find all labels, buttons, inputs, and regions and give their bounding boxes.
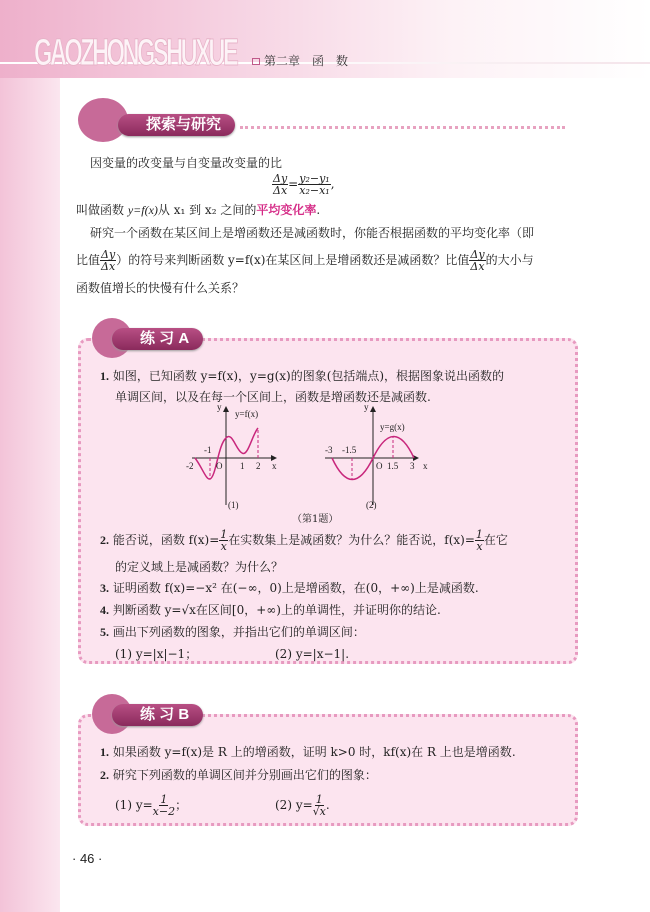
question-1	[100, 368, 504, 384]
frac-num: Δy	[273, 172, 288, 185]
frac-den: Δx	[101, 260, 116, 273]
t: 如果函数 y=f(x)是 R 上的增函数，证明 k>0 时，kf(x)在 R 上也是增函数.	[112, 745, 516, 759]
frac-num: y₂−y₁	[299, 172, 330, 185]
chapter-title	[252, 52, 348, 69]
t: .	[316, 203, 321, 217]
t: 从 x₁ 到 x₂ 之间的	[157, 203, 257, 217]
t: (2) y=	[275, 798, 313, 812]
y-label: y	[217, 402, 222, 412]
question-2	[100, 767, 377, 783]
caption: (1)	[228, 500, 239, 510]
frac-den: x	[220, 540, 227, 553]
punct: ,	[330, 177, 335, 191]
tick-label: -3	[325, 445, 333, 455]
tick-label: -2	[186, 461, 194, 471]
text-line: 函数值增长的快慢有什么关系？	[76, 281, 245, 295]
q-num: 3.	[100, 581, 109, 595]
tick-label: 3	[410, 461, 415, 471]
frac-den: x−2	[152, 805, 176, 818]
sub-question	[275, 794, 330, 817]
page-number: · 46 ·	[72, 851, 103, 866]
series-logo: GAOZHONGSHUXUE	[34, 32, 237, 74]
frac-den: Δx	[470, 260, 485, 273]
question-1	[100, 744, 516, 760]
figure-graphs	[180, 402, 480, 515]
definition-line	[76, 202, 320, 218]
q-num: 1.	[100, 369, 109, 383]
tick-label: 2	[256, 461, 261, 471]
frac-den: √x	[312, 805, 326, 818]
t: 证明函数 f(x)=−x² 在(−∞，0)上是增函数，在(0，+∞)上是减函数.	[112, 581, 479, 595]
t: 在它	[483, 533, 508, 547]
origin-label: O	[376, 461, 383, 471]
q-num: 4.	[100, 603, 109, 617]
t: 研究下列函数的单调区间并分别画出它们的图象：	[112, 768, 377, 782]
graph-f	[186, 402, 277, 510]
t: 比值	[76, 253, 101, 267]
t: .	[325, 798, 330, 812]
graph-g	[325, 402, 428, 510]
question-2	[100, 529, 508, 552]
practice-a-badge: 练 习 A	[112, 328, 203, 350]
question-3	[100, 580, 479, 596]
x-label: x	[272, 461, 277, 471]
rate-formula: $\frac{\Delta y}{\Delta x}$ = $\frac{\text{y₂−y₁}}{\text{x₂−x₁}}$ ,	[273, 172, 335, 197]
t: 能否说，函数 f(x)=	[112, 533, 220, 547]
t: 判断函数 y=√x在区间[0，+∞)上的单调性，并证明你的结论.	[112, 603, 441, 617]
square-icon	[252, 58, 260, 65]
t: 的大小与	[485, 253, 534, 267]
t: 画出下列函数的图象，并指出它们的单调区间：	[112, 625, 365, 639]
sub-question: (1) y=|x|−1；	[115, 647, 198, 661]
divider	[240, 126, 565, 129]
t: 如图，已知函数 y=f(x)，y=g(x)的图象(包括端点)，根据图象说出函数的	[112, 369, 505, 383]
origin-label: O	[216, 461, 223, 471]
figure-caption: （第1题）	[292, 514, 339, 525]
text-line: 单调区间，以及在每一个区间上，函数是增函数还是减函数.	[115, 390, 431, 404]
frac-num: 1	[220, 528, 228, 541]
frac-num: Δy	[470, 248, 485, 261]
t: ；	[175, 798, 188, 812]
t: y=f(x)	[127, 203, 158, 217]
t: ）的符号来判断函数 y=f(x)在某区间上是增函数还是减函数？比值	[116, 253, 470, 267]
practice-b-badge: 练 习 B	[112, 704, 203, 726]
sub-question: (2) y=|x−1|.	[275, 647, 350, 661]
text-line: 的定义域上是减函数？为什么？	[115, 560, 284, 574]
frac-den: x	[476, 540, 483, 553]
q-num: 2.	[100, 533, 109, 547]
q-num: 5.	[100, 625, 109, 639]
frac-den: x₂−x₁	[299, 184, 330, 197]
text-line	[76, 249, 534, 272]
sub-question	[115, 794, 187, 817]
question-4	[100, 602, 441, 618]
text-line: 因变量的改变量与自变量改变量的比	[90, 156, 283, 170]
t: (1) y=	[115, 798, 153, 812]
x-label: x	[423, 461, 428, 471]
tick-label: -1.5	[342, 445, 357, 455]
tick-label: -1	[204, 445, 212, 455]
func-label: y=g(x)	[380, 422, 405, 432]
text-line: 研究一个函数在某区间上是增函数还是减函数时，你能否根据函数的平均变化率（即	[90, 226, 535, 240]
tick-label: 1.5	[387, 461, 399, 471]
caption: (2)	[366, 500, 377, 510]
q-num: 1.	[100, 745, 109, 759]
frac-num: 1	[315, 793, 323, 806]
frac-den: Δx	[273, 184, 288, 197]
frac-num: Δy	[101, 248, 116, 261]
question-5	[100, 624, 365, 640]
q-num: 2.	[100, 768, 109, 782]
chapter-label: 第二章 函 数	[264, 54, 349, 68]
explore-badge: 探索与研究	[118, 114, 235, 136]
y-label: y	[364, 402, 369, 412]
frac-num: 1	[160, 793, 168, 806]
frac-num: 1	[475, 528, 483, 541]
left-margin-strip	[0, 0, 60, 912]
highlight-term: 平均变化率	[256, 203, 317, 217]
t: 叫做函数	[76, 203, 128, 217]
func-label: y=f(x)	[235, 409, 259, 419]
t: 在实数集上是减函数？为什么？能否说，f(x)=	[228, 533, 475, 547]
tick-label: 1	[240, 461, 245, 471]
